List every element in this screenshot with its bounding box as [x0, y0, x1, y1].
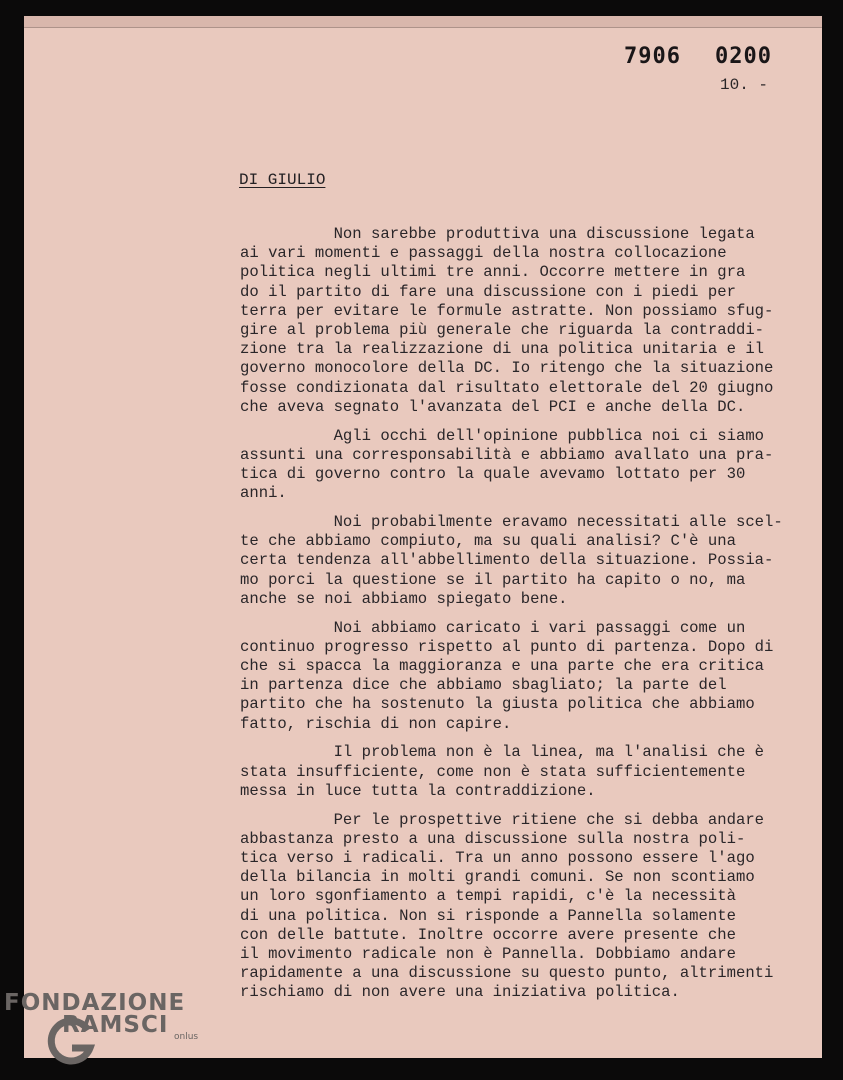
text-line: tica di governo contro la quale avevamo lottato per 30: [240, 465, 746, 484]
body-text: [240, 225, 800, 1012]
watermark-line1: FONDAZIONE: [4, 990, 186, 1016]
gramsci-g-logo-icon: [42, 1014, 98, 1070]
text-line: fosse condizionata dal risultato elettorale del 20 giugno: [240, 378, 774, 397]
watermark-line3: onlus: [174, 1032, 199, 1042]
text-line: che si spacca la maggioranza e una parte che era critica: [240, 657, 765, 676]
text-line: gire al problema più generale che riguarda la contraddi-: [240, 321, 765, 340]
text-line: partito che ha sostenuto la giusta politica che abbiamo: [240, 695, 755, 714]
paragraph: [240, 811, 800, 1003]
text-line: Noi probabilmente eravamo necessitati alle scel-: [240, 513, 783, 532]
speaker-heading: DI GIULIO: [239, 171, 326, 189]
text-line: con delle battute. Inoltre occorre avere presente che: [240, 925, 736, 944]
archive-number-right: 0200: [714, 44, 772, 69]
paragraph: [240, 743, 800, 801]
text-line: terra per evitare le formule astratte. Non possiamo sfug-: [240, 301, 774, 320]
paragraph: [240, 427, 800, 504]
text-line: assunti una corresponsabilità e abbiamo avallato una pra-: [240, 445, 774, 464]
text-line: che aveva segnato l'avanzata del PCI e anche della DC.: [240, 397, 746, 416]
text-line: anche se noi abbiamo spiegato bene.: [240, 589, 568, 608]
text-line: stata insufficiente, come non è stata sufficientemente: [240, 762, 746, 781]
text-line: certa tendenza all'abbellimento della situazione. Possia-: [240, 551, 774, 570]
paragraph: [240, 619, 800, 734]
text-line: fatto, rischia di non capire.: [240, 714, 512, 733]
text-line: rischiamo di non avere una iniziativa politica.: [240, 983, 680, 1002]
text-line: tica verso i radicali. Tra un anno possono essere l'ago: [240, 849, 755, 868]
text-line: Noi abbiamo caricato i vari passaggi come un: [240, 618, 746, 637]
text-line: Non sarebbe produttiva una discussione legata: [240, 225, 755, 243]
text-line: ai vari momenti e passaggi della nostra collocazione: [240, 244, 727, 263]
text-line: Il problema non è la linea, ma l'analisi che è: [240, 743, 765, 762]
text-line: rapidamente a una discussione su questo punto, altrimenti: [240, 964, 774, 983]
text-line: della bilancia in molti grandi comuni. Se non scontiamo: [240, 868, 755, 887]
text-line: messa in luce tutta la contraddizione.: [240, 781, 596, 800]
text-line: un loro sgonfiamento a tempi rapidi, c'è la necessità: [240, 887, 736, 906]
text-line: Agli occhi dell'opinione pubblica noi ci siamo: [240, 426, 765, 445]
archive-number-left: 7906: [624, 44, 681, 69]
text-line: abbastanza presto a una discussione sulla nostra poli-: [240, 829, 746, 848]
watermark-line2: RAMSCI: [62, 1012, 169, 1038]
text-line: in partenza dice che abbiamo sbagliato; la parte del: [240, 676, 727, 695]
text-line: politica negli ultimi tre anni. Occorre mettere in gra: [240, 263, 746, 282]
text-line: mo porci la questione se il partito ha capito o no, ma: [240, 570, 746, 589]
fondazione-gramsci-watermark: [4, 990, 214, 1042]
text-line: do il partito di fare una discussione con i piedi per: [240, 282, 736, 301]
text-line: continuo progresso rispetto al punto di partenza. Dopo di: [240, 637, 774, 656]
text-line: te che abbiamo compiuto, ma su quali analisi? C'è una: [240, 532, 736, 551]
paragraph: [240, 513, 800, 609]
text-line: di una politica. Non si risponde a Pannella solamente: [240, 906, 736, 925]
text-line: governo monocolore della DC. Io ritengo che la situazione: [240, 359, 774, 378]
paragraph: [240, 225, 800, 417]
text-line: zione tra la realizzazione di una politica unitaria e il: [240, 340, 765, 359]
page-number: 10. -: [720, 76, 769, 94]
archive-number: [624, 44, 772, 69]
text-line: anni.: [240, 484, 287, 503]
text-line: il movimento radicale non è Pannella. Dobbiamo andare: [240, 945, 736, 964]
text-line: Per le prospettive ritiene che si debba andare: [240, 810, 765, 829]
